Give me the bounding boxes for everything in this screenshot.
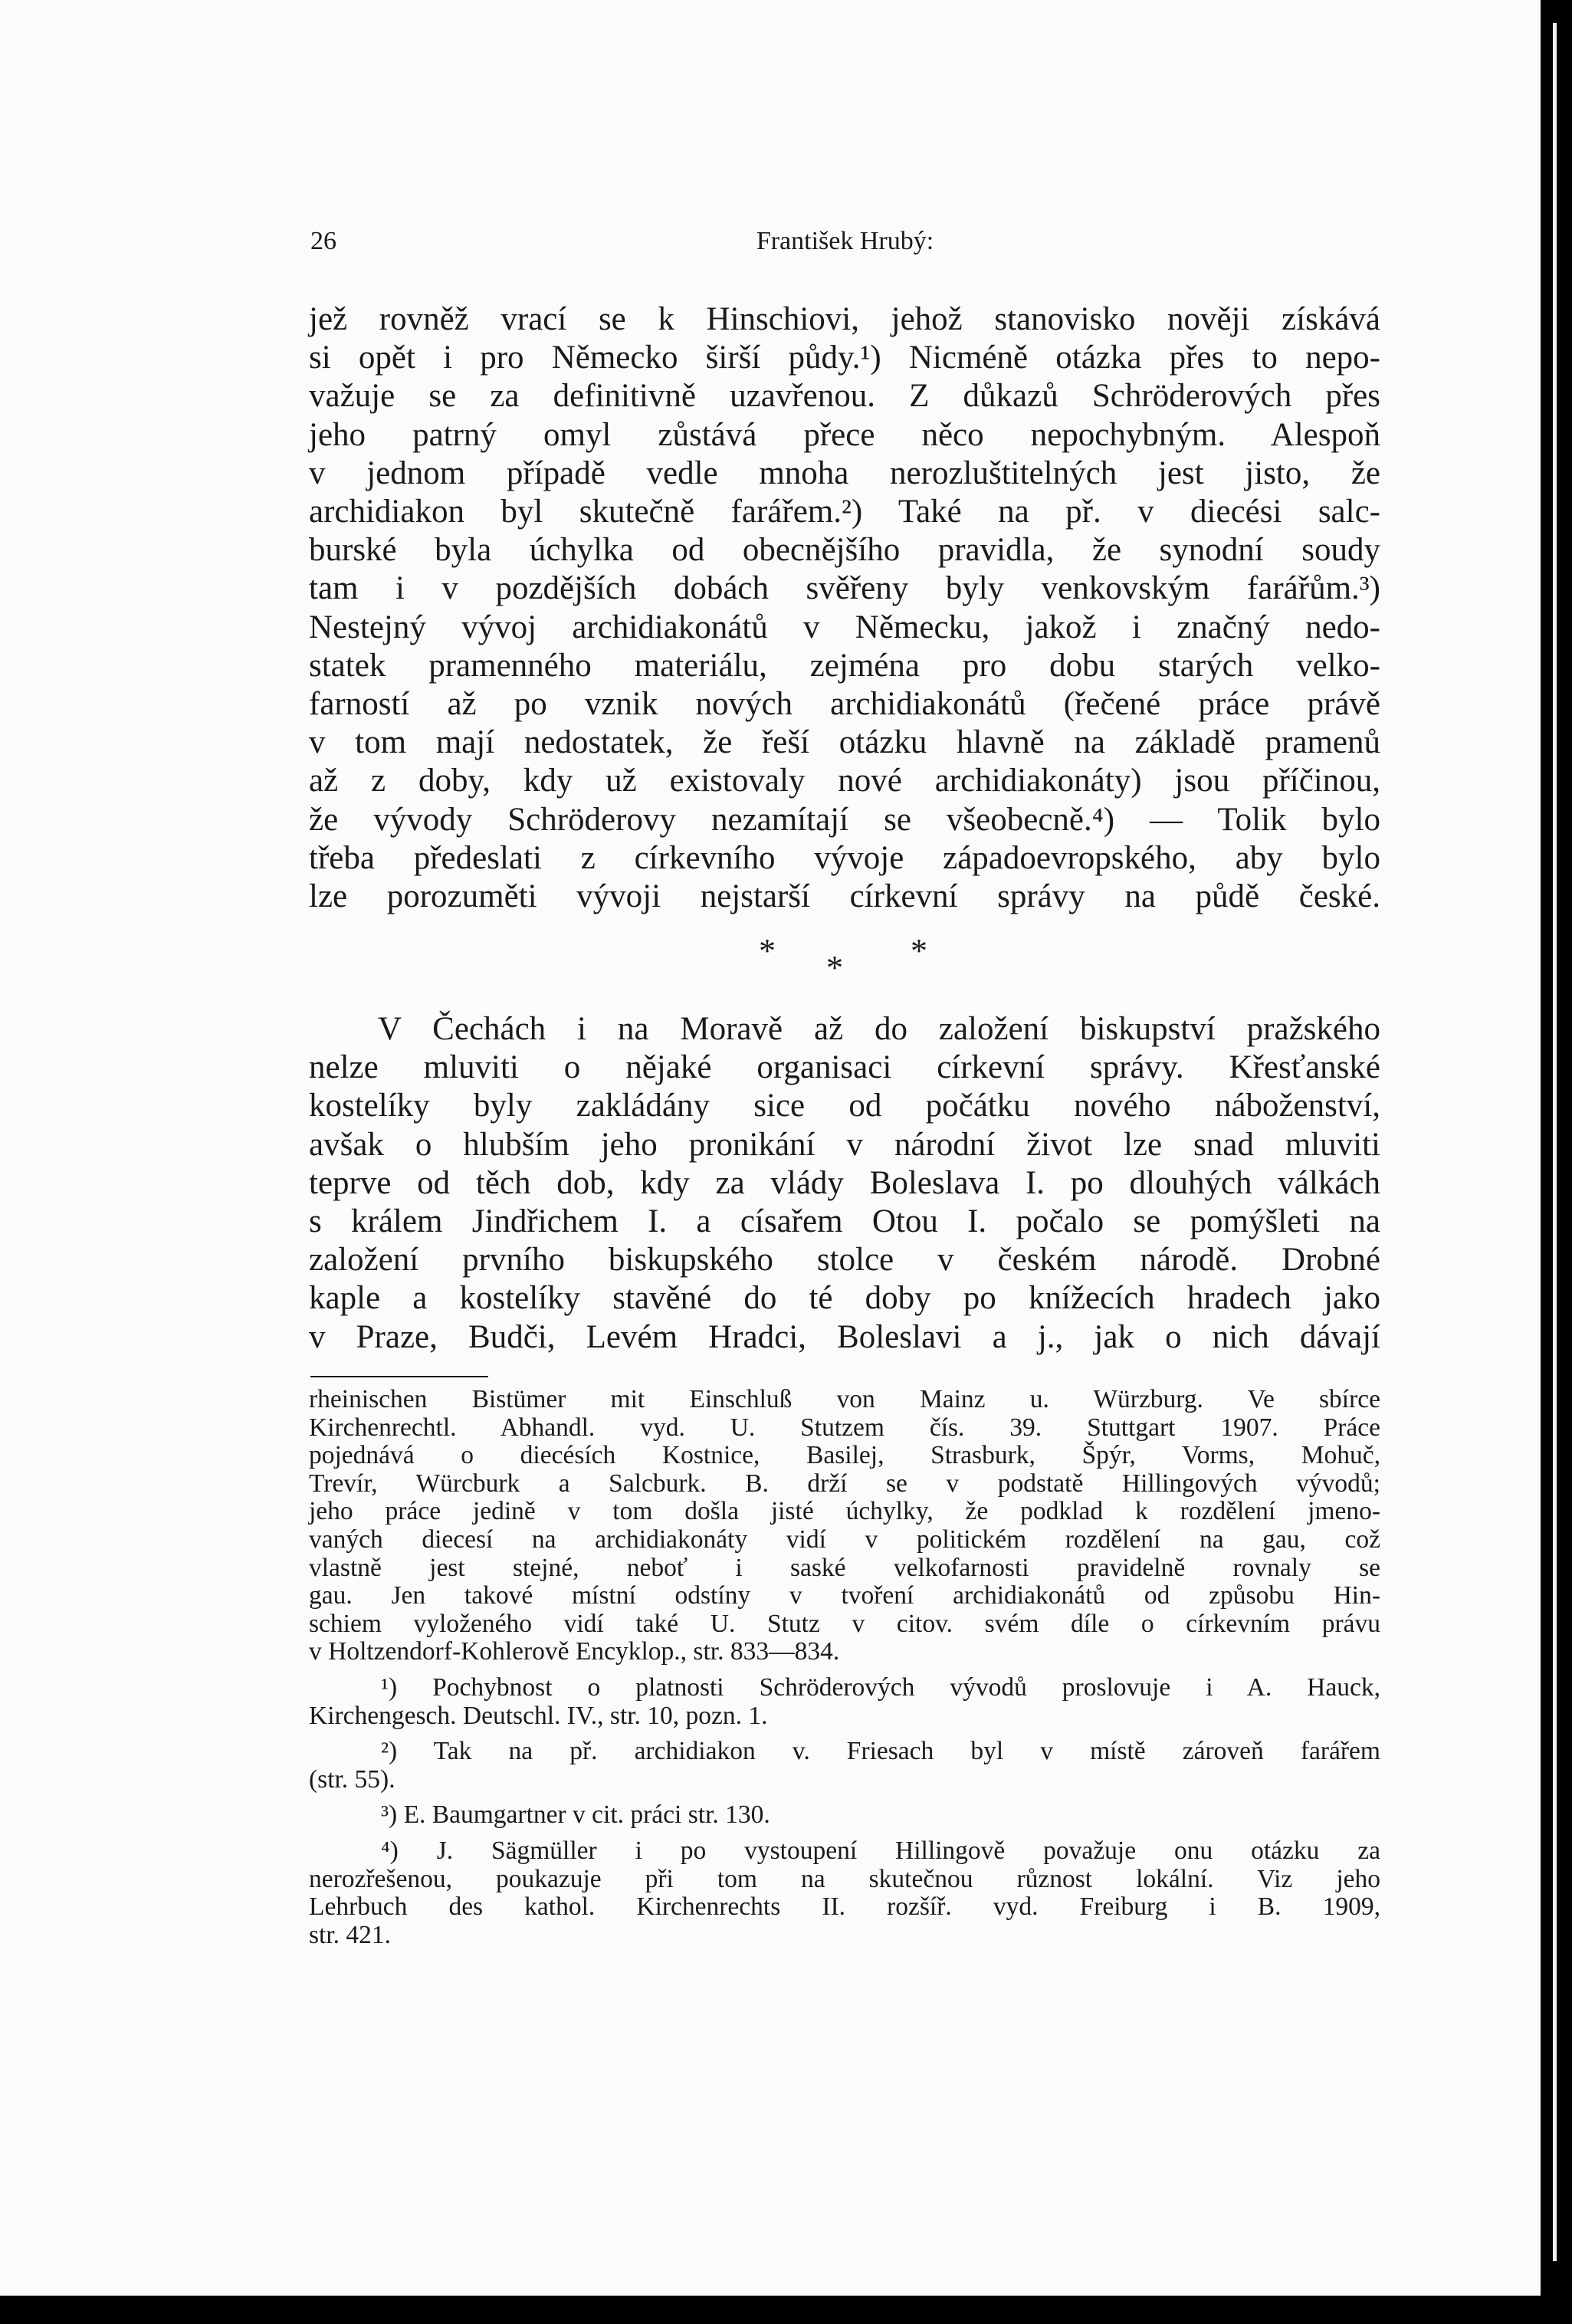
- footnote-line: Kirchengesch. Deutschl. IV., str. 10, pozn. 1.: [309, 1701, 768, 1730]
- text-line: založení prvního biskupského stolce v českém národě. Drobné: [309, 1242, 1380, 1279]
- footnote-line: pojednává o diecésích Kostnice, Basilej, Strasburk, Špýr, Vorms, Mohuč,: [309, 1441, 1380, 1470]
- footnote-line: Kirchenrechtl. Abhandl. vyd. U. Stutzem čís. 39. Stuttgart 1907. Práce: [309, 1413, 1380, 1442]
- footnote-line: nerozřešenou, poukazuje při tom na skutečnou různost lokální. Viz jeho: [309, 1864, 1380, 1893]
- text-line: archidiakon byl skutečně farářem.²) Také na př. v diecési salc-: [309, 494, 1380, 530]
- footnote-line: Trevír, Würcburk a Salcburk. B. drží se v podstatě Hillingových vývodů;: [309, 1469, 1380, 1498]
- footnote-line: str. 421.: [309, 1920, 392, 1949]
- footnote-line: (str. 55).: [309, 1764, 395, 1794]
- text-line: v tom mají nedostatek, že řeší otázku hlavně na základě pramenů: [309, 724, 1380, 761]
- section-separator: [728, 931, 943, 993]
- paragraph-2: [309, 1010, 1380, 1357]
- text-line: v Praze, Budči, Levém Hradci, Boleslavi a j., jak o nich dávají: [309, 1318, 1380, 1355]
- footnote-line: ²) Tak na př. archidiakon v. Friesach byl v místě zároveň farářem: [381, 1737, 1380, 1766]
- text-line: že vývody Schröderovy nezamítají se všeobecně.⁴) — Tolik bylo: [309, 801, 1380, 838]
- footnote-2: [309, 1738, 1380, 1794]
- text-line: važuje se za definitivně uzavřenou. Z důkazů Schröderových přes: [309, 378, 1380, 415]
- text-line: teprve od těch dob, kdy za vlády Boleslava I. po dlouhých válkách: [309, 1164, 1380, 1201]
- text-line: kostelíky byly zakládány sice od počátku nového náboženství,: [309, 1088, 1380, 1124]
- footnote-line: ¹) Pochybnost o platnosti Schröderových vývodů proslovuje i A. Hauck,: [381, 1672, 1380, 1702]
- text-line: V Čechách i na Moravě až do založení biskupství pražského: [378, 1011, 1380, 1047]
- footnote-line: rheinischen Bistümer mit Einschluß von Mainz u. Würzburg. Ve sbírce: [309, 1385, 1380, 1413]
- footnote-line: vlastně jest stejné, neboť i saské velkofarnosti pravidelně rovnaly se: [309, 1553, 1380, 1582]
- separator-star: *: [826, 949, 843, 986]
- text-line: tam i v pozdějších dobách svěřeny byly venkovským farářům.³): [309, 570, 1380, 607]
- footnote-3: [309, 1801, 1380, 1830]
- footnote-line: v Holtzendorf-Kohlerově Encyklop., str. 833—834.: [309, 1637, 840, 1666]
- separator-star: *: [759, 932, 776, 970]
- footnote-rule: [310, 1376, 488, 1377]
- text-line: v jednom případě vedle mnoha nerozluštitelných jest jisto, že: [309, 455, 1380, 491]
- text-line: statek pramenného materiálu, zejména pro dobu starých velko-: [309, 647, 1380, 684]
- footnote-line: ⁴) J. Sägmüller i po vystoupení Hillingově považuje onu otázku za: [381, 1836, 1380, 1865]
- running-head-author: František Hrubý:: [756, 227, 934, 255]
- text-line: s králem Jindřichem I. a císařem Otou I. počalo se pomýšleti na: [309, 1203, 1380, 1240]
- footnote-4: [309, 1837, 1380, 1949]
- text-line: farností až po vznik nových archidiakonátů (řečené práce právě: [309, 686, 1380, 723]
- text-line: nelze mluviti o nějaké organisaci církevní správy. Křesťanské: [309, 1049, 1380, 1086]
- separator-star: *: [911, 932, 927, 970]
- footnote-1: [309, 1674, 1380, 1730]
- footnote-line: vaných diecesí na archidiakonáty vidí v politickém rozdělení na gau, což: [309, 1525, 1380, 1554]
- footnote-continuation: [309, 1386, 1380, 1666]
- page-number: 26: [310, 227, 336, 255]
- text-line: Nestejný vývoj archidiakonátů v Německu, jakož i značný nedo-: [309, 609, 1380, 645]
- footnote-line: jeho práce jedině v tom došla jisté úchylky, že podklad k rozdělení jmeno-: [309, 1497, 1380, 1526]
- text-line: burské byla úchylka od obecnějšího pravidla, že synodní soudy: [309, 532, 1380, 569]
- text-line: lze porozuměti vývoji nejstarší církevní správy na půdě české.: [309, 878, 1380, 915]
- paragraph-1: [309, 300, 1380, 916]
- text-line: až z doby, kdy už existovaly nové archidiakonáty) jsou příčinou,: [309, 763, 1380, 799]
- text-line: si opět i pro Německo širší půdy.¹) Nicméně otázka přes to nepo-: [309, 340, 1380, 376]
- text-line: kaple a kostelíky stavěné do té doby po knížecích hradech jako: [309, 1280, 1380, 1317]
- footnote-line: Lehrbuch des kathol. Kirchenrechts II. rozšíř. vyd. Freiburg i B. 1909,: [309, 1892, 1380, 1922]
- text-line: jež rovněž vrací se k Hinschiovi, jehož stanovisko nověji získává: [309, 301, 1380, 337]
- text-line: jeho patrný omyl zůstává přece něco nepochybným. Alespoň: [309, 416, 1380, 453]
- footnote-line: ³) E. Baumgartner v cit. práci str. 130.: [381, 1800, 770, 1830]
- footnotes: [309, 1386, 1380, 1949]
- text-line: avšak o hlubším jeho pronikání v národní život lze snad mluviti: [309, 1126, 1380, 1163]
- text-line: třeba předeslati z církevního vývoje západoevropského, aby bylo: [309, 839, 1380, 876]
- footnote-line: schiem vyloženého vidí také U. Stutz v citov. svém díle o církevním právu: [309, 1609, 1380, 1638]
- footnote-line: gau. Jen takové místní odstíny v tvoření archidiakonátů od způsobu Hin-: [309, 1581, 1380, 1610]
- running-header: [310, 227, 1380, 265]
- scan-edge-line: [1553, 23, 1557, 2261]
